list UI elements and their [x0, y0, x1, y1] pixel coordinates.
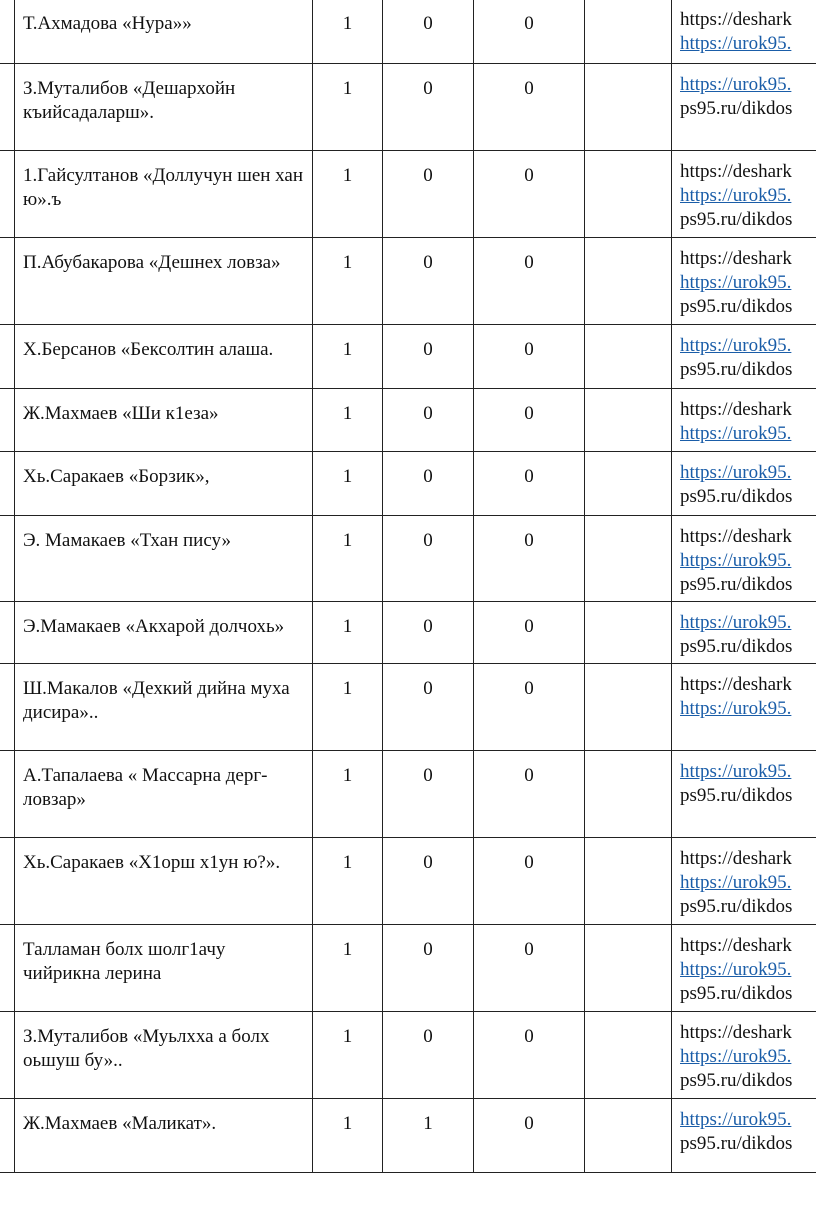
hours-total-cell: 1	[313, 64, 383, 151]
hours-total-cell: 1	[313, 838, 383, 925]
practical-works-cell: 0	[474, 389, 585, 452]
row-number-cell	[0, 1099, 15, 1173]
hours-total-cell: 1	[313, 1099, 383, 1173]
date-cell	[585, 64, 672, 151]
resource-text: https://deshark	[680, 935, 792, 956]
date-cell	[585, 838, 672, 925]
hours-total-cell: 1	[313, 452, 383, 516]
date-cell	[585, 664, 672, 751]
resource-text: ps95.ru/dikdos	[680, 785, 793, 806]
resources-cell	[672, 664, 816, 751]
resource-text: ps95.ru/dikdos	[680, 98, 793, 119]
practical-works-cell: 0	[474, 151, 585, 238]
table-row	[0, 602, 816, 664]
resource-link[interactable]: https://urok95.	[680, 462, 792, 483]
row-number-cell	[0, 751, 15, 838]
table-row	[0, 664, 816, 751]
lesson-title-cell: Ж.Махмаев «Маликат».	[15, 1099, 313, 1173]
date-cell	[585, 325, 672, 389]
resource-text: https://deshark	[680, 674, 792, 695]
row-number-cell	[0, 389, 15, 452]
date-cell	[585, 1012, 672, 1099]
control-works-cell: 0	[383, 838, 474, 925]
resource-text: https://deshark	[680, 161, 792, 182]
hours-total-cell: 1	[313, 516, 383, 602]
date-cell	[585, 1099, 672, 1173]
table-row	[0, 751, 816, 838]
lesson-title-cell: Талламан болх шолг1ачу чийрикна лерина	[15, 925, 313, 1012]
row-number-cell	[0, 325, 15, 389]
resources-cell	[672, 389, 816, 452]
resource-link[interactable]: https://urok95.	[680, 1109, 792, 1130]
table-row	[0, 516, 816, 602]
resource-text: https://deshark	[680, 9, 792, 30]
lesson-title-cell: З.Муталибов «Муьлхха а болх оьшуш бу»..	[15, 1012, 313, 1099]
row-number-cell	[0, 452, 15, 516]
lesson-title-cell: А.Тапалаева « Массарна дерг-ловзар»	[15, 751, 313, 838]
resource-link[interactable]: https://urok95.	[680, 959, 792, 980]
date-cell	[585, 925, 672, 1012]
row-number-cell	[0, 664, 15, 751]
resource-text: ps95.ru/dikdos	[680, 359, 793, 380]
hours-total-cell: 1	[313, 602, 383, 664]
control-works-cell: 0	[383, 0, 474, 64]
practical-works-cell: 0	[474, 325, 585, 389]
resource-link[interactable]: https://urok95.	[680, 272, 792, 293]
lesson-title-cell: З.Муталибов «Дешархойн къийсадаларш».	[15, 64, 313, 151]
lesson-title-cell: П.Абубакарова «Дешнех ловза»	[15, 238, 313, 325]
hours-total-cell: 1	[313, 925, 383, 1012]
resources-cell	[672, 1099, 816, 1173]
row-number-cell	[0, 1012, 15, 1099]
resource-text: https://deshark	[680, 399, 792, 420]
row-number-cell	[0, 151, 15, 238]
control-works-cell: 0	[383, 389, 474, 452]
resources-cell	[672, 151, 816, 238]
resource-text: ps95.ru/dikdos	[680, 983, 793, 1004]
resources-cell	[672, 838, 816, 925]
control-works-cell: 0	[383, 325, 474, 389]
practical-works-cell: 0	[474, 1099, 585, 1173]
control-works-cell: 0	[383, 602, 474, 664]
practical-works-cell: 0	[474, 0, 585, 64]
resource-text: https://deshark	[680, 1022, 792, 1043]
resources-cell	[672, 325, 816, 389]
row-number-cell	[0, 838, 15, 925]
resource-link[interactable]: https://urok95.	[680, 74, 792, 95]
lesson-title-cell: Хь.Саракаев «Борзик»,	[15, 452, 313, 516]
resource-text: ps95.ru/dikdos	[680, 574, 793, 595]
date-cell	[585, 151, 672, 238]
control-works-cell: 1	[383, 1099, 474, 1173]
resource-link[interactable]: https://urok95.	[680, 761, 792, 782]
practical-works-cell: 0	[474, 64, 585, 151]
table-row	[0, 925, 816, 1012]
resource-link[interactable]: https://urok95.	[680, 698, 792, 719]
lesson-title-cell: Э. Мамакаев «Тхан пису»	[15, 516, 313, 602]
table-row	[0, 325, 816, 389]
practical-works-cell: 0	[474, 751, 585, 838]
date-cell	[585, 751, 672, 838]
table-row	[0, 1099, 816, 1173]
hours-total-cell: 1	[313, 0, 383, 64]
table-row	[0, 838, 816, 925]
control-works-cell: 0	[383, 238, 474, 325]
resources-cell	[672, 1012, 816, 1099]
row-number-cell	[0, 602, 15, 664]
lesson-title-cell: Т.Ахмадова «Нура»»	[15, 0, 313, 64]
date-cell	[585, 389, 672, 452]
row-number-cell	[0, 0, 15, 64]
control-works-cell: 0	[383, 925, 474, 1012]
date-cell	[585, 0, 672, 64]
date-cell	[585, 452, 672, 516]
row-number-cell	[0, 64, 15, 151]
resource-text: ps95.ru/dikdos	[680, 896, 793, 917]
practical-works-cell: 0	[474, 602, 585, 664]
resource-text: ps95.ru/dikdos	[680, 1070, 793, 1091]
lesson-title-cell: Ш.Макалов «Дехкий дийна муха дисира»..	[15, 664, 313, 751]
table-row	[0, 0, 816, 64]
resources-cell	[672, 602, 816, 664]
resources-cell	[672, 0, 816, 64]
resource-link[interactable]: https://urok95.	[680, 550, 792, 571]
control-works-cell: 0	[383, 1012, 474, 1099]
resource-text: ps95.ru/dikdos	[680, 209, 793, 230]
hours-total-cell: 1	[313, 151, 383, 238]
date-cell	[585, 602, 672, 664]
resource-text: https://deshark	[680, 848, 792, 869]
resource-text: ps95.ru/dikdos	[680, 296, 793, 317]
row-number-cell	[0, 925, 15, 1012]
date-cell	[585, 516, 672, 602]
control-works-cell: 0	[383, 664, 474, 751]
practical-works-cell: 0	[474, 664, 585, 751]
table-row	[0, 452, 816, 516]
hours-total-cell: 1	[313, 751, 383, 838]
practical-works-cell: 0	[474, 238, 585, 325]
resources-cell	[672, 238, 816, 325]
table-row	[0, 238, 816, 325]
hours-total-cell: 1	[313, 1012, 383, 1099]
control-works-cell: 0	[383, 751, 474, 838]
resources-cell	[672, 452, 816, 516]
resources-cell	[672, 64, 816, 151]
practical-works-cell: 0	[474, 838, 585, 925]
control-works-cell: 0	[383, 516, 474, 602]
lesson-title-cell: Ж.Махмаев «Ши к1еза»	[15, 389, 313, 452]
table-row	[0, 64, 816, 151]
control-works-cell: 0	[383, 64, 474, 151]
resources-cell	[672, 925, 816, 1012]
resource-link[interactable]: https://urok95.	[680, 33, 792, 54]
lesson-title-cell: Хь.Саракаев «Х1орш х1ун ю?».	[15, 838, 313, 925]
practical-works-cell: 0	[474, 1012, 585, 1099]
resource-link[interactable]: https://urok95.	[680, 335, 792, 356]
date-cell	[585, 238, 672, 325]
resources-cell	[672, 516, 816, 602]
resource-link[interactable]: https://urok95.	[680, 423, 792, 444]
practical-works-cell: 0	[474, 925, 585, 1012]
resource-link[interactable]: https://urok95.	[680, 872, 792, 893]
resource-link[interactable]: https://urok95.	[680, 612, 792, 633]
resource-text: https://deshark	[680, 526, 792, 547]
control-works-cell: 0	[383, 151, 474, 238]
row-number-cell	[0, 238, 15, 325]
row-number-cell	[0, 516, 15, 602]
practical-works-cell: 0	[474, 516, 585, 602]
resource-text: https://deshark	[680, 248, 792, 269]
resource-link[interactable]: https://urok95.	[680, 185, 792, 206]
table-row	[0, 151, 816, 238]
resource-link[interactable]: https://urok95.	[680, 1046, 792, 1067]
resource-text: ps95.ru/dikdos	[680, 486, 793, 507]
resource-text: ps95.ru/dikdos	[680, 1133, 793, 1154]
hours-total-cell: 1	[313, 389, 383, 452]
table-row	[0, 1012, 816, 1099]
lesson-title-cell: Э.Мамакаев «Акхарой долчохь»	[15, 602, 313, 664]
resource-text: ps95.ru/dikdos	[680, 636, 793, 657]
control-works-cell: 0	[383, 452, 474, 516]
resources-cell	[672, 751, 816, 838]
hours-total-cell: 1	[313, 325, 383, 389]
table-row	[0, 389, 816, 452]
hours-total-cell: 1	[313, 664, 383, 751]
lesson-title-cell: 1.Гайсултанов «Доллучун шен хан ю».ъ	[15, 151, 313, 238]
practical-works-cell: 0	[474, 452, 585, 516]
hours-total-cell: 1	[313, 238, 383, 325]
lesson-title-cell: Х.Берсанов «Бексолтин алаша.	[15, 325, 313, 389]
